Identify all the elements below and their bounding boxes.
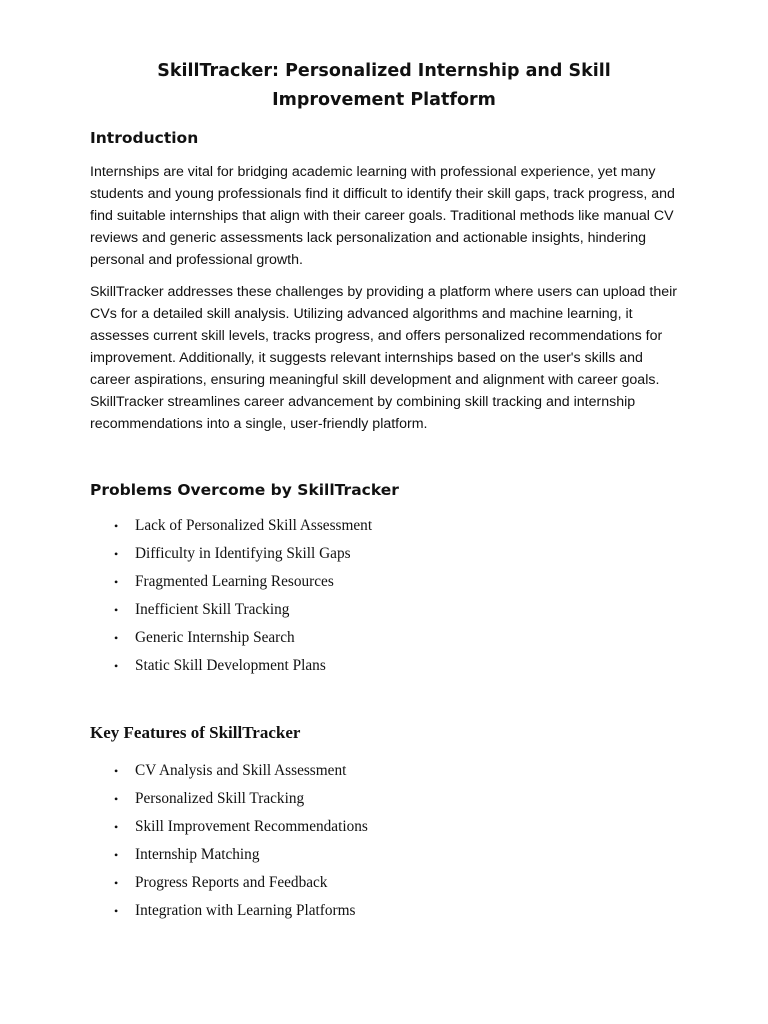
bullet-icon: • <box>114 519 119 533</box>
list-item-label: Inefficient Skill Tracking <box>135 601 290 618</box>
list-item-label: Integration with Learning Platforms <box>135 902 356 919</box>
introduction-paragraph-1: Internships are vital for bridging academic learning with professional experience, yet many students and young professionals find it difficult to identify their skill gaps, track progress, and find suitable internships that align with their career goals. Traditional methods like manual CV reviews and generic assessments lack personalization and actionable insights, hindering personal and professional growth. <box>90 164 675 268</box>
list-item-label: Progress Reports and Feedback <box>135 874 328 891</box>
list-item-label: Generic Internship Search <box>135 629 295 646</box>
introduction-heading: Introduction <box>90 129 199 147</box>
list-item-label: CV Analysis and Skill Assessment <box>135 762 347 779</box>
bullet-icon: • <box>114 603 119 617</box>
bullet-icon: • <box>114 764 119 778</box>
problems-list <box>90 512 372 680</box>
list-item <box>90 596 372 624</box>
list-item <box>90 512 372 540</box>
bullet-icon: • <box>114 547 119 561</box>
list-item-label: Lack of Personalized Skill Assessment <box>135 517 373 534</box>
list-item-label: Internship Matching <box>135 846 260 863</box>
bullet-icon: • <box>114 876 119 890</box>
bullet-icon: • <box>114 848 119 862</box>
list-item <box>90 568 372 596</box>
bullet-icon: • <box>114 904 119 918</box>
list-item-label: Difficulty in Identifying Skill Gaps <box>135 545 351 562</box>
list-item <box>90 813 368 841</box>
list-item-label: Skill Improvement Recommendations <box>135 818 368 835</box>
list-item <box>90 624 372 652</box>
bullet-icon: • <box>114 820 119 834</box>
list-item <box>90 785 368 813</box>
bullet-icon: • <box>114 631 119 645</box>
document-title: SkillTracker: Personalized Internship and Skill Improvement Platform <box>157 61 611 110</box>
list-item <box>90 841 368 869</box>
list-item <box>90 652 372 680</box>
introduction-paragraph-2: SkillTracker addresses these challenges by providing a platform where users can upload their CVs for a detailed skill analysis. Utilizing advanced algorithms and machine learning, it assesses current skill levels, tracks progress, and offers personalized recommendations for improvement. Additionally, it suggests relevant internships based on the user's skills and career aspirations, ensuring meaningful skill development and alignment with career goals. SkillTracker streamlines career advancement by combining skill tracking and internship recommendations into a single, user-friendly platform. <box>90 284 677 432</box>
list-item <box>90 869 368 897</box>
features-list <box>90 757 368 925</box>
list-item-label: Personalized Skill Tracking <box>135 790 305 807</box>
bullet-icon: • <box>114 575 119 589</box>
bullet-icon: • <box>114 659 119 673</box>
features-heading: Key Features of SkillTracker <box>90 723 301 742</box>
list-item <box>90 897 368 925</box>
bullet-icon: • <box>114 792 119 806</box>
list-item-label: Static Skill Development Plans <box>135 657 326 674</box>
list-item <box>90 540 372 568</box>
list-item <box>90 757 368 785</box>
problems-heading: Problems Overcome by SkillTracker <box>90 481 399 499</box>
list-item-label: Fragmented Learning Resources <box>135 573 334 590</box>
